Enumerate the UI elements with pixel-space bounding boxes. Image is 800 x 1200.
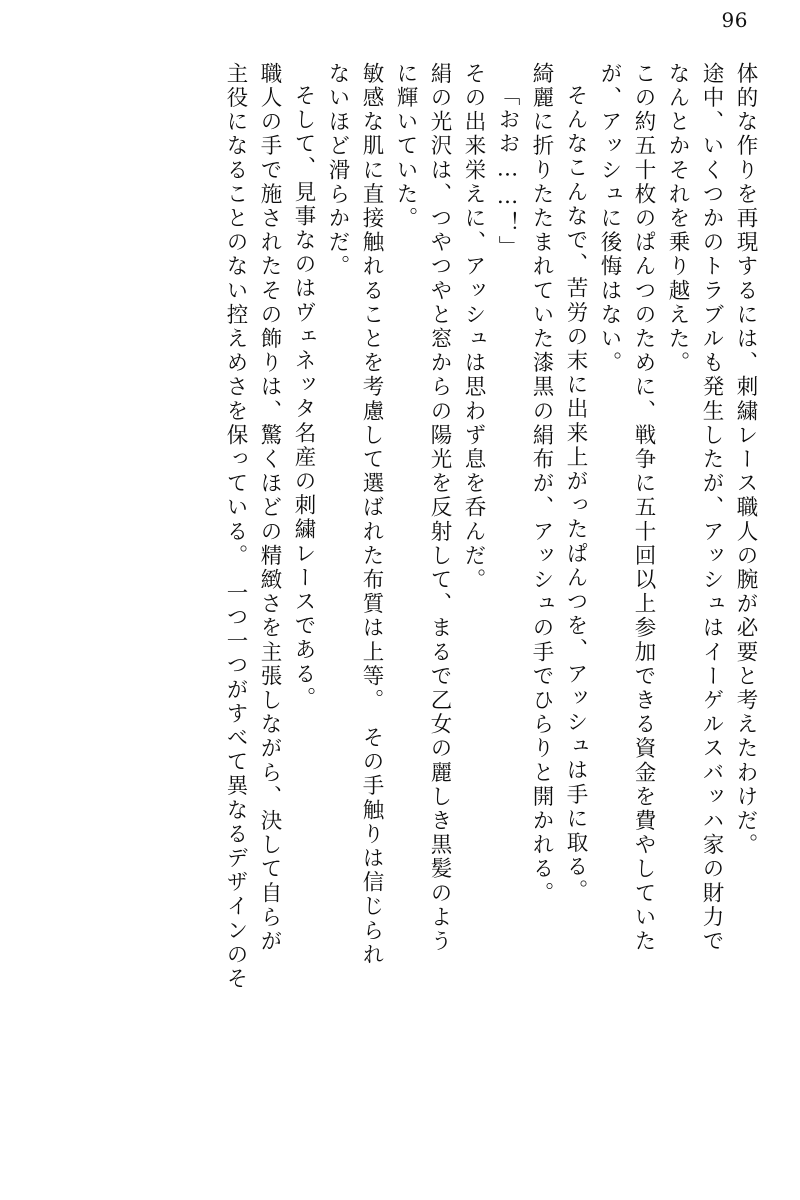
text-line: 敏感な肌に直接触れることを考慮して選ばれた布質は上等。 その手触りは信じられ — [359, 62, 384, 968]
text-line: ないほど滑らかだ。 — [325, 62, 350, 279]
text-line: 体的な作りを再現するには、刺繍レース職人の腕が必要と考えたわけだ。 — [733, 62, 758, 858]
text-line: に輝いていた。 — [393, 62, 418, 231]
text-line: 主役になることのない控えめさを保っている。 一つ一つがすべて異なるデザインのそ — [223, 62, 248, 992]
text-line: が、アッシュに後悔はない。 — [597, 62, 622, 376]
text-line: 絹の光沢は、つやつやと窓からの陽光を反射して、まるで乙女の麗しき黒髪のよう — [427, 62, 452, 954]
text-line: そして、見事なのはヴェネッタ名産の刺繍レースである。 — [291, 84, 316, 711]
text-line: 綺麗に折りたたまれていた漆黒の絹布が、アッシュの手でひらりと開かれる。 — [529, 62, 554, 906]
text-line: 「おお……！」 — [495, 84, 520, 260]
text-line: その出来栄えに、アッシュは思わず息を呑んだ。 — [461, 62, 486, 593]
text-line: この約五十枚のぱんつのために、戦争に五十回以上参加できる資金を費やしていた — [631, 62, 656, 954]
text-line: 途中、いくつかのトラブルも発生したが、アッシュはイーゲルスバッハ家の財力で — [699, 62, 724, 954]
page-number: 96 — [721, 8, 748, 32]
vertical-text-block — [46, 62, 756, 1152]
text-line: なんとかそれを乗り越えた。 — [665, 62, 690, 376]
text-line: そんなこんなで、苦労の末に出来上がったぱんつを、アッシュは手に取る。 — [563, 84, 588, 904]
text-line: 職人の手で施されたその飾りは、驚くほどの精緻さを主張しながら、決して自らが — [257, 62, 282, 954]
